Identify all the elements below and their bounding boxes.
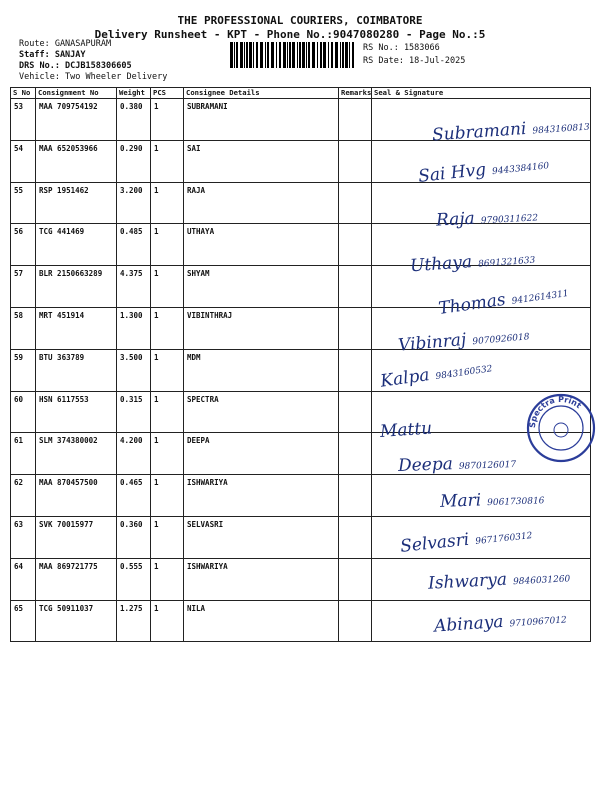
signature-name: Thomas xyxy=(437,289,507,320)
row-pcs xyxy=(151,99,184,141)
row-consignee-text: ISHWARIYA xyxy=(187,561,228,571)
row-consignee-text: ISHWARIYA xyxy=(187,478,228,488)
signature-phone: 9843160813 xyxy=(532,122,591,137)
row-weight-text: 4.375 xyxy=(120,269,143,279)
row-sno xyxy=(11,140,36,182)
row-consignment-no-text: MAA 869721775 xyxy=(39,561,98,571)
row-remarks xyxy=(339,558,372,600)
company-title: THE PROFESSIONAL COURIERS, COIMBATORE xyxy=(177,14,423,27)
row-pcs xyxy=(151,558,184,600)
barcode-bar xyxy=(302,42,305,68)
signature-phone: 9843160532 xyxy=(435,364,494,383)
row-pcs xyxy=(151,600,184,642)
col-sno: S No xyxy=(11,88,36,99)
row-weight-text: 0.485 xyxy=(120,227,143,237)
signature-name: Vibinraj xyxy=(397,329,468,356)
row-consignment-no xyxy=(36,433,117,475)
row-sno xyxy=(11,99,36,141)
row-pcs-text: 1 xyxy=(154,143,159,153)
row-consignee xyxy=(184,433,339,475)
row-consignment-no xyxy=(36,349,117,391)
row-consignee-text: DEEPA xyxy=(187,436,210,446)
barcode-bar xyxy=(276,42,277,68)
barcode-bar xyxy=(317,42,318,68)
row-consignee xyxy=(184,516,339,558)
barcode-bar xyxy=(283,42,286,68)
row-consignee xyxy=(184,475,339,517)
vehicle-text: Vehicle: Two Wheeler Delivery xyxy=(19,72,168,82)
row-consignee-text: SHYAM xyxy=(187,269,210,279)
row-pcs-text: 1 xyxy=(154,561,159,571)
row-consignee-text: RAJA xyxy=(187,185,206,195)
row-sno-text: 56 xyxy=(14,227,24,237)
barcode-bar xyxy=(236,42,238,68)
table-row xyxy=(11,349,591,391)
barcode-bar xyxy=(260,42,263,68)
row-weight xyxy=(117,266,151,308)
row-pcs xyxy=(151,224,184,266)
signature-phone: 9710967012 xyxy=(509,615,568,630)
row-consignee-text: SPECTRA xyxy=(187,394,219,404)
row-pcs xyxy=(151,182,184,224)
col-seal-signature: Seal & Signature xyxy=(372,88,591,99)
signature-name: Raja xyxy=(435,208,476,231)
barcode-bar xyxy=(340,42,341,68)
row-remarks xyxy=(339,182,372,224)
signature-name: Kalpa xyxy=(379,365,431,392)
col-remarks: Remarks xyxy=(339,88,372,99)
row-consignment-no-text: SVK 70015977 xyxy=(39,519,94,529)
row-weight xyxy=(117,475,151,517)
row-weight xyxy=(117,433,151,475)
row-consignee-text: VIBINTHRAJ xyxy=(187,310,233,320)
row-pcs-text: 1 xyxy=(154,185,159,195)
row-sno xyxy=(11,307,36,349)
stamp-text: Spectra Print xyxy=(527,394,583,429)
row-pcs xyxy=(151,475,184,517)
row-consignment-no-text: MAA 652053966 xyxy=(39,143,98,153)
row-pcs-text: 1 xyxy=(154,352,159,362)
col-consignment: Consignment No xyxy=(36,88,117,99)
handwritten-signature xyxy=(398,452,517,476)
row-consignment-no xyxy=(36,516,117,558)
row-consignment-no-text: TCG 50911037 xyxy=(39,603,94,613)
row-sno xyxy=(11,349,36,391)
row-weight-text: 3.500 xyxy=(120,352,143,362)
row-weight-text: 0.380 xyxy=(120,102,143,111)
row-weight-text: 0.290 xyxy=(120,143,143,153)
row-consignment-no xyxy=(36,140,117,182)
row-pcs-text: 1 xyxy=(154,310,159,320)
row-weight-text: 4.200 xyxy=(120,436,143,446)
signature-name: Abinaya xyxy=(433,611,505,637)
barcode-bar xyxy=(323,42,326,68)
signature-name: Ishwarya xyxy=(427,569,508,594)
row-pcs xyxy=(151,307,184,349)
row-sno-text: 61 xyxy=(14,436,24,446)
barcode-bar xyxy=(335,42,338,68)
rs-number: RS No.: 1583066 xyxy=(363,43,440,53)
row-remarks xyxy=(339,99,372,141)
barcode-bar xyxy=(256,42,258,68)
row-pcs-text: 1 xyxy=(154,102,159,111)
row-consignment-no xyxy=(36,182,117,224)
signature-phone: 8691321633 xyxy=(477,255,536,270)
barcode-bar xyxy=(240,42,243,68)
svg-text:Spectra Print xyxy=(528,395,583,428)
row-sno xyxy=(11,475,36,517)
row-sno-text: 58 xyxy=(14,310,24,320)
row-consignee xyxy=(184,600,339,642)
barcode-bar xyxy=(312,42,315,68)
barcode-bar xyxy=(306,42,307,68)
row-weight xyxy=(117,182,151,224)
col-consignee: Consignee Details xyxy=(184,88,339,99)
signature-phone: 9846031260 xyxy=(512,574,571,588)
row-remarks xyxy=(339,600,372,642)
row-weight-text: 0.555 xyxy=(120,561,143,571)
row-consignment-no-text: SLM 374380002 xyxy=(39,436,98,446)
row-sno-text: 62 xyxy=(14,478,24,488)
row-sno-text: 60 xyxy=(14,394,24,404)
row-weight-text: 0.465 xyxy=(120,478,143,488)
staff-text: Staff: SANJAY xyxy=(19,50,86,60)
row-remarks xyxy=(339,475,372,517)
signature-name: Sai Hvg xyxy=(417,159,487,187)
row-sno-text: 63 xyxy=(14,519,24,529)
row-weight xyxy=(117,516,151,558)
handwritten-signature xyxy=(379,418,438,442)
row-consignment-no xyxy=(36,266,117,308)
row-sno xyxy=(11,224,36,266)
table-header-row xyxy=(11,88,591,99)
row-consignee xyxy=(184,99,339,141)
row-consignee xyxy=(184,182,339,224)
row-weight-text: 1.300 xyxy=(120,310,143,320)
drs-number: DRS No.: DCJB158306605 xyxy=(19,61,132,71)
row-weight-text: 0.315 xyxy=(120,394,143,404)
signature-name: Deepa xyxy=(397,454,454,477)
row-consignee xyxy=(184,558,339,600)
signature-phone: 9061730816 xyxy=(487,496,545,509)
row-pcs-text: 1 xyxy=(154,394,159,404)
barcode-bar xyxy=(328,42,329,68)
row-remarks xyxy=(339,391,372,433)
barcode-bar xyxy=(279,42,281,68)
barcode-bar xyxy=(249,42,252,68)
row-consignee-text: NILA xyxy=(187,603,206,613)
row-consignee xyxy=(184,224,339,266)
row-sno xyxy=(11,516,36,558)
row-consignee xyxy=(184,307,339,349)
signature-name: Uthaya xyxy=(409,252,473,277)
row-sno-text: 64 xyxy=(14,561,24,571)
signature-name: Mari xyxy=(439,490,482,512)
row-pcs xyxy=(151,349,184,391)
barcode-bar xyxy=(342,42,344,68)
row-consignee-text: UTHAYA xyxy=(187,227,215,237)
runsheet-subtitle: Delivery Runsheet - KPT - Phone No.:9047080280 - Page No.:5 xyxy=(94,28,486,41)
barcode-bar xyxy=(292,42,295,68)
signature-name: Mattu xyxy=(379,418,433,443)
row-consignment-no xyxy=(36,307,117,349)
row-pcs xyxy=(151,266,184,308)
row-consignment-no-text: RSP 1951462 xyxy=(39,185,89,195)
barcode-bar xyxy=(265,42,266,68)
row-pcs xyxy=(151,391,184,433)
signature-phone: 9070926018 xyxy=(472,332,530,348)
seal-stamp xyxy=(523,390,599,466)
barcode-bar xyxy=(234,42,235,68)
row-consignee-text: SELVASRI xyxy=(187,519,224,529)
row-weight xyxy=(117,391,151,433)
row-consignee xyxy=(184,349,339,391)
row-sno-text: 57 xyxy=(14,269,24,279)
barcode-bar xyxy=(289,42,291,68)
row-consignment-no-text: TCG 441469 xyxy=(39,227,85,237)
col-pcs: PCS xyxy=(151,88,184,99)
row-weight xyxy=(117,140,151,182)
row-sno-text: 54 xyxy=(14,143,24,153)
row-pcs-text: 1 xyxy=(154,227,159,237)
row-weight xyxy=(117,600,151,642)
barcode-bar xyxy=(271,42,274,68)
row-consignee-text: SAI xyxy=(187,143,201,153)
barcode-bar xyxy=(267,42,269,68)
row-weight-text: 3.200 xyxy=(120,185,143,195)
row-consignment-no xyxy=(36,99,117,141)
row-weight-text: 0.360 xyxy=(120,519,143,529)
row-remarks xyxy=(339,266,372,308)
row-weight-text: 1.275 xyxy=(120,603,143,613)
row-pcs-text: 1 xyxy=(154,269,159,279)
barcode-bar xyxy=(345,42,348,68)
row-weight xyxy=(117,558,151,600)
row-consignee-text: MDM xyxy=(187,352,201,362)
row-consignment-no xyxy=(36,600,117,642)
row-consignee xyxy=(184,391,339,433)
row-remarks xyxy=(339,140,372,182)
barcode-bar xyxy=(320,42,322,68)
row-sno xyxy=(11,182,36,224)
row-consignment-no xyxy=(36,391,117,433)
row-consignment-no-text: HSN 6117553 xyxy=(39,394,89,404)
row-sno-text: 53 xyxy=(14,102,24,111)
row-pcs xyxy=(151,140,184,182)
barcode-bar xyxy=(287,42,288,68)
row-pcs-text: 1 xyxy=(154,519,159,529)
signature-phone: 9870126017 xyxy=(458,459,517,472)
row-consignment-no-text: MRT 451914 xyxy=(39,310,85,320)
barcode-bar xyxy=(331,42,333,68)
barcode-bar xyxy=(349,42,350,68)
row-remarks xyxy=(339,349,372,391)
handwritten-signature xyxy=(440,488,545,512)
barcode-bar xyxy=(230,42,233,68)
row-sno xyxy=(11,433,36,475)
row-sno xyxy=(11,391,36,433)
signature-name: Selvasri xyxy=(399,529,471,557)
row-consignment-no-text: BTU 363789 xyxy=(39,352,85,362)
row-consignee xyxy=(184,266,339,308)
row-remarks xyxy=(339,433,372,475)
row-pcs xyxy=(151,433,184,475)
row-weight xyxy=(117,224,151,266)
signature-phone: 9412614311 xyxy=(511,288,570,307)
signature-phone: 9790311622 xyxy=(480,213,539,227)
row-consignment-no xyxy=(36,475,117,517)
barcode-image xyxy=(230,42,356,68)
row-pcs-text: 1 xyxy=(154,603,159,613)
barcode-bar xyxy=(308,42,310,68)
route-text: Route: GANASAPURAM xyxy=(19,39,112,49)
row-consignee-text: SUBRAMANI xyxy=(187,102,228,111)
barcode-bar xyxy=(244,42,245,68)
row-weight xyxy=(117,307,151,349)
row-consignment-no xyxy=(36,558,117,600)
row-consignment-no-text: MAA 870457500 xyxy=(39,478,98,488)
row-pcs xyxy=(151,516,184,558)
row-sno-text: 65 xyxy=(14,603,24,613)
row-sno xyxy=(11,558,36,600)
row-remarks xyxy=(339,516,372,558)
row-sno xyxy=(11,600,36,642)
row-consignment-no-text: BLR 2150663289 xyxy=(39,269,103,279)
row-consignment-no xyxy=(36,224,117,266)
rs-date: RS Date: 18-Jul-2025 xyxy=(363,56,466,66)
col-weight: Weight xyxy=(117,88,151,99)
barcode-bar xyxy=(297,42,298,68)
row-consignment-no-text: MAA 709754192 xyxy=(39,102,98,111)
barcode-bar xyxy=(246,42,248,68)
row-consignee xyxy=(184,140,339,182)
table-row xyxy=(11,391,591,433)
row-sno-text: 59 xyxy=(14,352,24,362)
barcode-bar xyxy=(253,42,254,68)
barcode-bar xyxy=(352,42,354,68)
row-remarks xyxy=(339,224,372,266)
row-pcs-text: 1 xyxy=(154,478,159,488)
row-pcs-text: 1 xyxy=(154,436,159,446)
signature-phone: 9443384160 xyxy=(491,161,550,178)
row-sno xyxy=(11,266,36,308)
row-sno-text: 55 xyxy=(14,185,24,195)
row-remarks xyxy=(339,307,372,349)
signature-name: Subramani xyxy=(431,118,528,146)
signature-phone: 9671760312 xyxy=(474,531,533,548)
row-weight xyxy=(117,99,151,141)
barcode-bar xyxy=(299,42,301,68)
row-weight xyxy=(117,349,151,391)
